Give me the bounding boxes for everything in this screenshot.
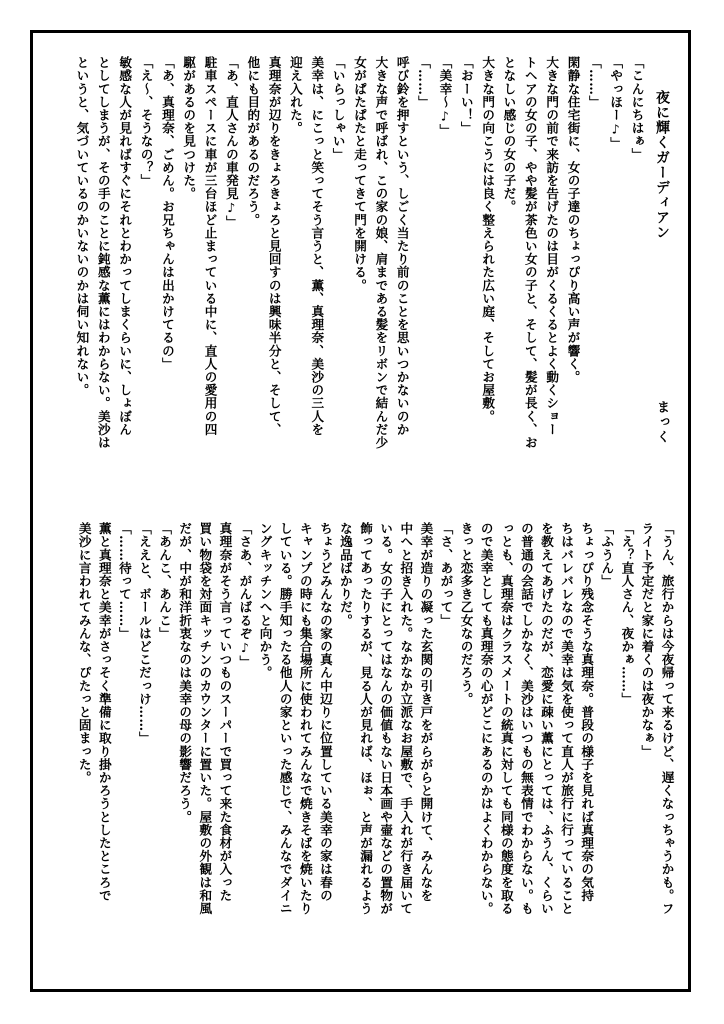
text-line: 「美幸〜♪」	[437, 56, 453, 137]
text-line: っとも、真理奈はクラスメートの統真に対しても同様の態度を取る	[498, 522, 514, 915]
text-line: 呼び鈴を押すという、しごく当たり前のことを思いつかないのか	[394, 56, 410, 436]
text-line: となしい感じの女の子だ。	[501, 56, 517, 214]
text-line: 「おーい！」	[458, 56, 474, 135]
text-line: 美幸が造りの凝った玄関の引き戸をがらがらと開けて、みんなを	[418, 522, 434, 902]
text-line: 「ふうん」	[599, 522, 615, 588]
text-line: 美沙に言われてみんな、ぴたっと固まった。	[76, 522, 92, 784]
text-line: 「あ、直人さんの車発見♪」	[223, 56, 239, 229]
text-line: 迎え入れた。	[287, 56, 303, 135]
text-line: 「やっほー♪」	[608, 56, 624, 151]
text-line: 他にも目的があるのだろう。	[245, 56, 261, 227]
text-line: な逸品ばかりだ。	[337, 522, 353, 627]
text-line: 買い物袋を対面キッチンのカウンターに置いた。屋敷の外観は和風	[197, 522, 213, 915]
text-line: の普通の会話でしかなく、美沙はいつもの無表情でわからない。も	[518, 522, 534, 915]
text-line: 大きな門の向こうには良く整えられた広い庭、そしてお屋敷。	[480, 56, 496, 423]
text-line: 大きな門の前で来訪を告げたのは目がくるくるとよく動くショー	[544, 56, 560, 436]
text-line: キャンプの時にも集合場所に使われてみんなで焼きそばを焼いたり	[297, 522, 313, 915]
text-line: 「いらっしゃい」	[330, 56, 346, 161]
text-line: 「さあ、がんばるぞ♪」	[237, 522, 253, 669]
text-line: 「こんにちはぁ」	[629, 56, 645, 161]
text-line: 駐車スペースに車が三台ほど止まっている中に、直人の愛用の四	[202, 56, 218, 436]
text-line: 女がぱたぱたと走ってきて門を開ける。	[352, 56, 368, 292]
text-line: いる。女の子にとってはなんの価値もない日本画や壷などの置物が	[378, 522, 394, 915]
text-line: きっと恋多き乙女なのだろう。	[458, 522, 474, 706]
text-line: 「……」	[586, 56, 602, 109]
text-line: 美幸は、にこっと笑ってそう言うと、薫、真理奈、美沙の三人を	[309, 56, 325, 436]
text-line: 真理奈が辺りをきょろきょろと見回すのは興味半分と、そして、	[266, 56, 282, 436]
text-line: 駆があるのを見つけた。	[181, 56, 197, 201]
text-line: 「うん、旅行からは今夜帰って来るけど、遅くなっちゃうかも。フ	[659, 522, 675, 915]
text-line: だが、中が和洋折衷なのは美幸の母の影響だろう。	[177, 522, 193, 824]
text-line: というと、気づいているのかいないのかは伺い知れない。	[74, 56, 90, 397]
author-name: まっく	[654, 400, 669, 445]
text-line: としてしまうが、その手のことに鈍感な薫にはわからない。美沙は	[95, 56, 111, 449]
text-line: 大きな声で呼ばれ、この家の娘、肩まである髪をリボンで結んだ少	[373, 56, 389, 449]
text-line: 「ええと、ボールはどこだっけ……」	[136, 522, 152, 745]
text-line: ちはバレバレなので美幸は気を使って直人が旅行に行っていること	[559, 522, 575, 915]
story-title: 夜に輝くガーディアン	[654, 90, 670, 240]
text-line: 飾ってあったりするが、見る人が見れば、ほぉ、と声が漏れるよう	[358, 522, 374, 915]
text-line: 中へと招き入れた。なかなか立派なお屋敷で、手入れが行き届いて	[398, 522, 414, 915]
text-line: 敏感な人が見ればすぐにそれとわかってしまくらいに、しょぼん	[117, 56, 133, 436]
text-line: ングキッチンへと向かう。	[257, 522, 273, 680]
text-line: トヘアの女の子、やや髪が茶色い女の子と、そして、髪が長く、お	[522, 56, 538, 449]
text-line: 「あんこ、あんこ」	[157, 522, 173, 640]
text-line: 真理奈がそう言っていつものスーパーで買って来た食材が入った	[217, 522, 233, 902]
text-line: 「え？直人さん、夜かぁ……」	[619, 522, 635, 706]
text-line: ライト予定だと家に着くのは夜かなぁ」	[639, 522, 655, 758]
text-line: 「……待って……」	[116, 522, 132, 640]
text-line: 「さ、あがって」	[438, 522, 454, 627]
text-line: している。勝手知ったる他人の家といった感じで、みんなでダイニ	[277, 522, 293, 915]
text-line: ので美幸としても真理奈の心がどこにあるのかはよくわからない。	[478, 522, 494, 915]
text-line: 閑静な住宅街に、女の子達のちょっぴり高い声が響く。	[565, 56, 581, 384]
text-line: 「……」	[416, 56, 432, 109]
text-line: ちょっぴり残念そうな真理奈。普段の様子を見れば真理奈の気持	[579, 522, 595, 902]
text-line: 「あ、真理奈、ごめん。お兄ちゃんは出かけてるの」	[159, 56, 175, 371]
text-line: 薫と真理奈と美幸がさっそく準備に取り掛かろうとしたところで	[96, 522, 112, 902]
text-line: ちょうどみんなの家の真ん中辺りに位置している美幸の家は春の	[317, 522, 333, 902]
text-line: 「え〜、そうなの？」	[138, 56, 154, 187]
text-line: を教えてあげたのだが、恋愛に疎い薫にとっては、ふうん、くらい	[538, 522, 554, 915]
